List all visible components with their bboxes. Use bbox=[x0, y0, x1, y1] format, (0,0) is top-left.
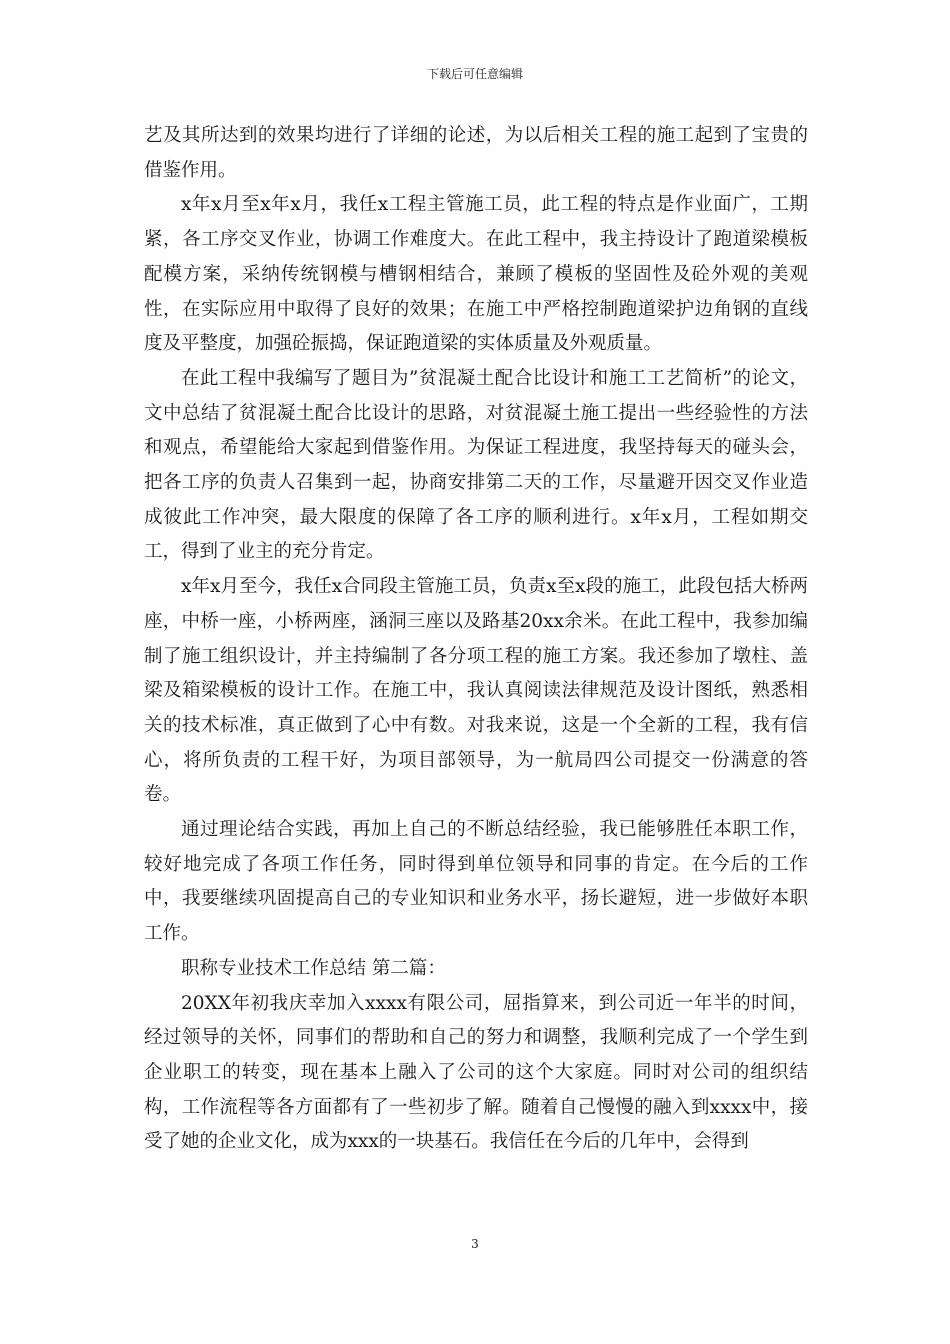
page-number: 3 bbox=[471, 1237, 479, 1251]
document-body bbox=[144, 119, 808, 1160]
paragraph: x年x月至x年x月，我任x工程主管施工员，此工程的特点是作业面广，工期紧，各工序交叉作业，协调工作难度大。在此工程中，我主持设计了跑道梁模板配模方案，采纳传统钢模与槽钢相结合，兼顾了模板的坚固性及砼外观的美观性，在实际应用中取得了良好的效果；在施工中严格控制跑道梁护边角钢的直线度及平整度，加强砼振捣，保证跑道梁的实体质量及外观质量。 bbox=[144, 194, 808, 355]
paragraph: 通过理论结合实践，再加上自己的不断总结经验，我已能够胜任本职工作，较好地完成了各项工作任务，同时得到单位领导和同事的肯定。在今后的工作中，我要继续巩固提高自己的专业知识和业务水平，扬长避短，进一步做好本职工作。 bbox=[144, 819, 808, 945]
paragraph: 在此工程中我编写了题目为”贫混凝土配合比设计和施工工艺简析”的论文，文中总结了贫混凝土配合比设计的思路，对贫混凝土施工提出一些经验性的方法和观点，希望能给大家起到借鉴作用。为保证工程进度，我坚持每天的碰头会，把各工序的负责人召集到一起，协商安排第二天的工作，尽量避开因交叉作业造成彼此工作冲突，最大限度的保障了各工序的顺利进行。x年x月，工程如期交工，得到了业主的充分肯定。 bbox=[144, 367, 808, 563]
paragraph: 20XX年初我庆幸加入xxxx有限公司，屈指算来，到公司近一年半的时间，经过领导的关怀，同事们的帮助和自己的努力和调整，我顺利完成了一个学生到企业职工的转变，现在基本上融入了公司的这个大家庭。同时对公司的组织结构，工作流程等各方面都有了一些初步了解。随着自己慢慢的融入到xxxx中，接受了她的企业文化，成为xxx的一块基石。我信任在今后的几年中，会得到 bbox=[144, 992, 808, 1153]
section-heading: 职称专业技术工作总结 第二篇： bbox=[181, 957, 446, 979]
paragraph: x年x月至今，我任x合同段主管施工员，负责x至x段的施工，此段包括大桥两座，中桥一座，小桥两座，涵洞三座以及路基20xx余米。在此工程中，我参加编制了施工组织设计，并主持编制了各分项工程的施工方案。我还参加了墩柱、盖梁及箱梁模板的设计工作。在施工中，我认真阅读法律规范及设计图纸，熟悉相关的技术标准，真正做到了心中有数。对我来说，这是一个全新的工程，我有信心，将所负责的工程干好，为项目部领导，为一航局四公司提交一份满意的答卷。 bbox=[144, 576, 808, 806]
paragraph: 艺及其所达到的效果均进行了详细的论述，为以后相关工程的施工起到了宝贵的借鉴作用。 bbox=[144, 125, 808, 181]
page-header: 下载后可任意编辑 bbox=[426, 67, 523, 81]
